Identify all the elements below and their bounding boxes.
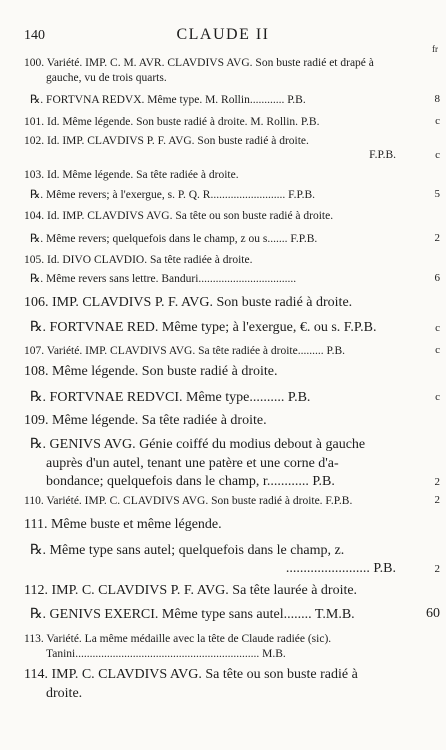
catalog-line: 102. Id. IMP. CLAVDIVS P. F. AVG. Son buste radié à droite. (24, 135, 309, 147)
catalog-line: ℞. GENIVS EXERCI. Même type sans autel........ T.M.B. (30, 607, 355, 622)
rarity-mark: 5 (434, 188, 440, 200)
rarity-mark: 2 (434, 232, 440, 244)
rarity-mark: c (435, 322, 440, 334)
catalog-line: bondance; quelquefois dans le champ, r............ P.B. (46, 474, 335, 489)
catalog-line: Tanini................................................................ M.B. (46, 648, 286, 660)
rarity-mark: c (435, 391, 440, 403)
catalog-line: ℞. Même revers; quelquefois dans le champ, z ou s....... F.P.B. (30, 233, 318, 245)
catalog-line: ℞. GENIVS AVG. Génie coiffé du modius debout à gauche (30, 437, 366, 452)
catalog-line: ℞. FORTVNA REDVX. Même type. M. Rollin............ P.B. (30, 94, 306, 106)
catalog-line: ℞. FORTVNAE RED. Même type; à l'exergue, €. ou s. F.P.B. (30, 320, 377, 335)
rarity-mark: 2 (434, 494, 440, 506)
catalog-line: 111. Même buste et même légende. (24, 517, 222, 532)
catalog-line: 104. Id. IMP. CLAVDIVS AVG. Sa tête ou son buste radié à droite. (24, 210, 334, 222)
catalog-line: 105. Id. DIVO CLAVDIO. Sa tête radiée à droite. (24, 254, 253, 266)
corner-mark: fr (432, 44, 438, 54)
catalog-line: ℞. FORTVNAE REDVCI. Même type.......... P.B. (30, 390, 311, 405)
catalog-line: droite. (46, 686, 83, 701)
catalog-line: 110. Variété. IMP. C. CLAVDIVS AVG. Son buste radié à droite. F.P.B. (24, 495, 353, 507)
catalog-line: 101. Id. Même légende. Son buste radié à droite. M. Rollin. P.B. (24, 116, 320, 128)
catalog-line: 112. IMP. C. CLAVDIVS P. F. AVG. Sa tête laurée à droite. (24, 583, 358, 598)
catalog-line: 108. Même légende. Son buste radié à droite. (24, 364, 278, 379)
page-number: 140 (24, 28, 45, 43)
catalog-line: 103. Id. Même légende. Sa tête radiée à droite. (24, 169, 239, 181)
rarity-mark: c (435, 115, 440, 127)
catalog-line: 100. Variété. IMP. C. M. AVR. CLAVDIVS AVG. Son buste radié et drapé à (24, 57, 374, 69)
catalog-line: 106. IMP. CLAVDIVS P. F. AVG. Son buste radié à droite. (24, 295, 353, 310)
catalog-line: F.P.B. (369, 149, 396, 161)
catalog-line: 107. Variété. IMP. CLAVDIVS AVG. Sa tête radiée à droite......... P.B. (24, 345, 346, 357)
catalog-line: gauche, vu de trois quarts. (46, 72, 167, 84)
catalog-line: ℞. Même revers; à l'exergue, s. P. Q. R.......................... F.P.B. (30, 189, 315, 201)
running-title: CLAUDE II (176, 26, 270, 43)
catalog-line: ........................ P.B. (285, 561, 396, 576)
rarity-mark: c (435, 344, 440, 356)
catalog-line: 113. Variété. La même médaille avec la tête de Claude radiée (sic). (24, 633, 332, 645)
catalog-line: 109. Même légende. Sa tête radiée à droite. (24, 413, 267, 428)
rarity-mark: 2 (434, 563, 440, 575)
rarity-mark: c (435, 149, 440, 161)
catalog-line: ℞. Même type sans autel; quelquefois dans le champ, z. (30, 543, 345, 558)
catalog-line: auprès d'un autel, tenant une patère et une corne d'a- (46, 456, 339, 471)
rarity-mark: 2 (434, 476, 440, 488)
catalog-line: 114. IMP. C. CLAVDIVS AVG. Sa tête ou son buste radié à (24, 667, 358, 682)
rarity-mark: 6 (434, 272, 440, 284)
rarity-mark: 60 (426, 606, 440, 621)
catalog-line: ℞. Même revers sans lettre. Banduri.................................. (30, 273, 297, 285)
rarity-mark: 8 (434, 93, 440, 105)
